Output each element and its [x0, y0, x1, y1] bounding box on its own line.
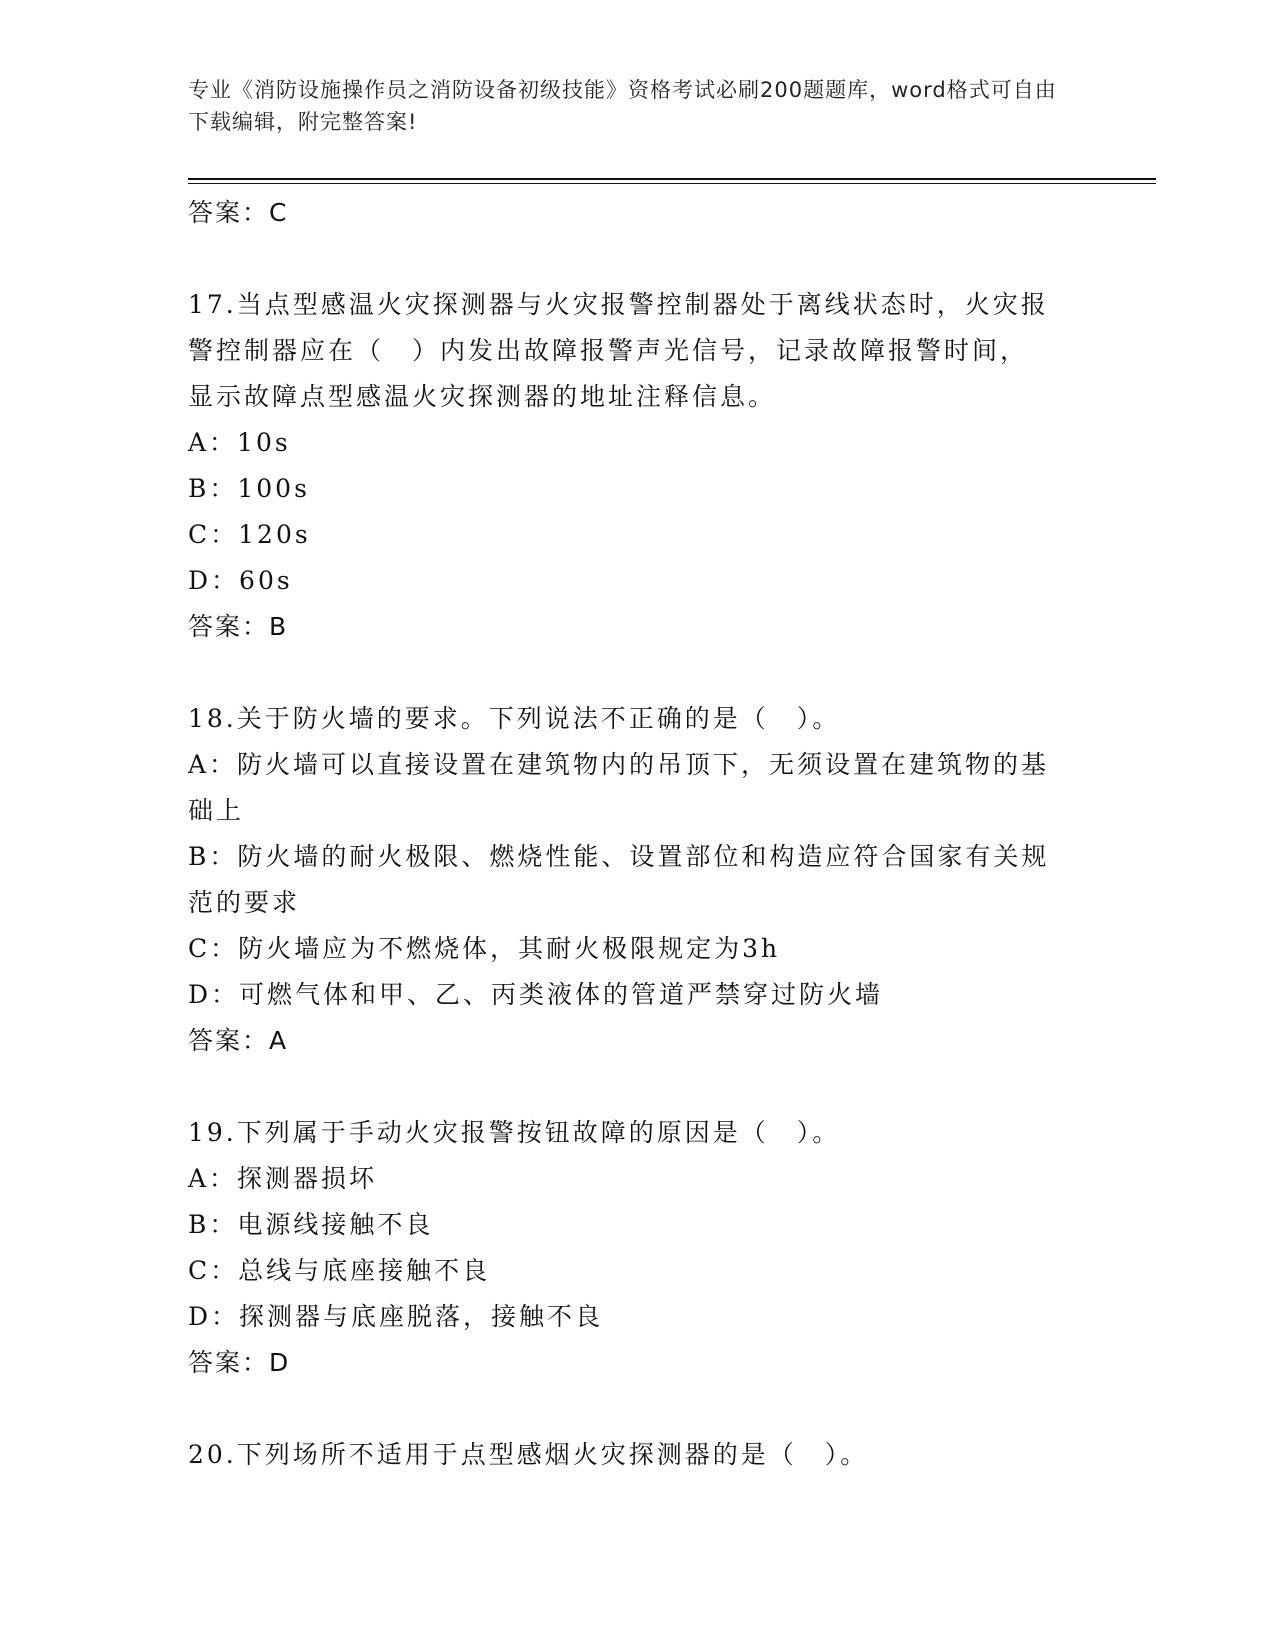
spacer	[188, 1064, 1088, 1110]
spacer	[188, 650, 1088, 696]
option-a: A：探测器损坏	[188, 1164, 378, 1193]
option-a-continuation: 础上	[188, 796, 245, 825]
option-b-continuation: 范的要求	[188, 888, 301, 917]
option-a: A：10s	[188, 428, 291, 457]
question-content	[188, 190, 1088, 1478]
question-block-17	[188, 282, 1088, 650]
question-block-19	[188, 1110, 1088, 1386]
answer-line: 答案：D	[188, 1348, 291, 1377]
question-text-line: 20.下列场所不适用于点型感烟火灾探测器的是（ ）。	[188, 1440, 869, 1469]
option-c: C：防火墙应为不燃烧体，其耐火极限规定为3h	[188, 934, 781, 963]
question-text-line: 警控制器应在（ ）内发出故障报警声光信号，记录故障报警时间，	[188, 336, 1029, 365]
question-text-line: 显示故障点型感温火灾探测器的地址注释信息。	[188, 382, 777, 411]
option-c: C：总线与底座接触不良	[188, 1256, 491, 1285]
document-header: 专业《消防设施操作员之消防设备初级技能》资格考试必刷200题题库，word格式可自由下载编辑，附完整答案!	[188, 78, 1057, 134]
answer-line: 答案：B	[188, 612, 289, 641]
header-divider-thin	[188, 183, 1156, 184]
spacer	[188, 236, 1088, 282]
question-block-20	[188, 1432, 1088, 1478]
header-divider-thick	[188, 178, 1156, 180]
option-d: D：60s	[188, 566, 293, 595]
option-b: B：防火墙的耐火极限、燃烧性能、设置部位和构造应符合国家有关规	[188, 842, 1050, 871]
answer-line: 答案：A	[188, 1026, 289, 1055]
question-text-line: 19.下列属于手动火灾报警按钮故障的原因是（ ）。	[188, 1118, 841, 1147]
spacer	[188, 1386, 1088, 1432]
option-c: C：120s	[188, 520, 311, 549]
option-d: D：可燃气体和甲、乙、丙类液体的管道严禁穿过防火墙	[188, 980, 884, 1009]
option-b: B：电源线接触不良	[188, 1210, 434, 1239]
question-text-line: 18.关于防火墙的要求。下列说法不正确的是（ ）。	[188, 704, 841, 733]
question-text-line: 17.当点型感温火灾探测器与火灾报警控制器处于离线状态时，火灾报	[188, 290, 1049, 319]
question-block-18	[188, 696, 1088, 1064]
answer-line: 答案：C	[188, 198, 289, 227]
option-b: B：100s	[188, 474, 310, 503]
option-a: A：防火墙可以直接设置在建筑物内的吊顶下，无须设置在建筑物的基	[188, 750, 1050, 779]
option-d: D：探测器与底座脱落，接触不良	[188, 1302, 604, 1331]
